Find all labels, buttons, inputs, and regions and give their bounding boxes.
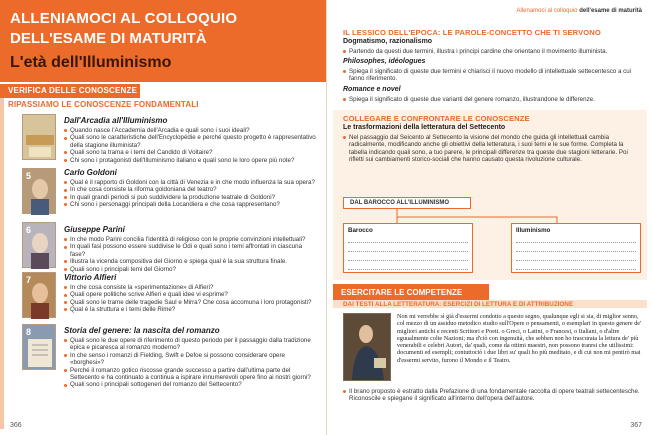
question-item: Qual è la struttura e i temi delle Rime? [64,306,316,313]
question-list [64,179,316,209]
alfieri-portrait-thumbnail [22,272,56,318]
term-2-text: Spiega il significato di queste due termini e chiarisci il nuovo modello di intellettuale settecentesco a cui fanno riferimento. [343,68,639,83]
exercise-note-list [343,388,643,403]
section-title: Dall'Arcadia all'Illuminismo [64,116,168,125]
side-rule [0,84,4,429]
running-head [516,8,642,14]
question-item: Quali sono le trame delle tragedie Saul e Mirra? Che cosa accomuna i loro protagonisti? [64,299,316,306]
flow-label: DAL BAROCCO ALL'ILLUMINISMO [343,197,471,209]
question-item: Chi sono i personaggi principali della Locandiera e che cosa rappresentano? [64,201,316,208]
term-3-text: Spiega il significato di queste due varianti del genere romanzo, illustrandone le differenze. [343,96,639,103]
barocco-label: Barocco [348,227,373,234]
question-item: Chi sono i protagonisti dell'Illuminismo italiano e quali sono le loro opere più note? [64,157,316,164]
question-item: Perché il romanzo gotico riscosse grande successo a partire dall'ultima parte del Settecento e ha continuato a continua a ispirare innumerevoli opere fino ai nostri giorni? [64,367,316,382]
page-number-right: 367 [630,422,642,429]
page-number-left: 366 [10,422,22,429]
section-title: Giuseppe Parini [64,225,125,234]
question-item: Qual è il rapporto di Goldoni con la città di Venezia e in che modo influenza la sua opera? [64,179,316,186]
section-title: Carlo Goldoni [64,168,117,177]
question-item: Quali opere politiche scrive Alfieri e quali idee vi esprime? [64,291,316,298]
collegare-heading: COLLEGARE E CONFRONTARE LE CONOSCENZE [343,114,530,123]
chapter-number: 5 [26,171,32,181]
title-line-1: ALLENIAMOCI AL COLLOQUIO [10,10,238,27]
answer-line [516,260,636,261]
goldoni-portrait-thumbnail [22,168,56,214]
novel-thumbnail [22,324,56,370]
question-item: In che senso i romanzi di Fielding, Swift e Defoe si possono considerare opere «borghesi»? [64,352,316,367]
painting-image [344,314,391,381]
section-title: Storia del genere: la nascita del romanzo [64,326,220,335]
illuminismo-label: Illuminismo [516,227,551,234]
subtitle: L'età dell'Illuminismo [10,54,172,71]
question-item: In quali grandi periodi si può suddividere la produzione teatrale di Goldoni? [64,194,316,201]
collegare-list [343,134,639,164]
term-1-text: Partendo da questi due termini, illustra i principi cardine che orientano il movimento illuminista. [343,48,639,55]
question-item: In che cosa consiste la riforma goldoniana del teatro? [64,186,316,193]
lessico-heading: IL LESSICO DELL'EPOCA: LE PAROLE-CONCETTO CHE TI SERVONO [343,28,601,37]
chapter-number: 7 [26,275,32,285]
exercise-title: DAI TESTI ALLA LETTERATURA: ESERCIZI DI LETTURA E DI ATTRIBUZIONE [343,301,574,308]
collegare-text: Nel passaggio dal Seicento al Settecento la visione del mondo che guida gli intellettuali cambia radicalmente, modificando anche gli obiettivi della letteratura, i suoi temi e le sue forme. Completa la tabella indicando quali sono, a tuo parere, le principali differenze tra queste due stagioni letterarie. Poi rifletti sui cambiamenti storico-sociali che hanno causato questa rivoluzione culturale. [343,134,639,164]
question-list [64,337,316,389]
right-page [326,0,652,435]
question-item: Quali sono la trama e i temi del Candido di Voltaire? [64,149,316,156]
section-title: Vittorio Alfieri [64,273,117,282]
question-item: Quali sono i principali sottogeneri del romanzo del Settecento? [64,381,316,388]
book-cover-thumbnail [22,114,56,160]
question-item: Illustra la vicenda compositiva del Giorno e spiega qual è la sua struttura finale. [64,258,316,265]
exercise-note: Il brano proposto è estratto dalla Prefazione di una fondamentale raccolta di opere teatrali settecentesche. Riconoscile e spiegane il significato all'interno dell'opera dell'autore. [343,388,643,403]
question-item: Quando nasce l'Accademia dell'Arcadia e quali sono i suoi ideali? [64,127,316,134]
section-alfieri [64,273,316,314]
answer-line [516,242,636,243]
answer-line [348,269,468,270]
chapter-number: 8 [26,327,32,337]
term-1: Dogmatismo, razionalismo [343,38,433,45]
ripassiamo-heading: RIPASSIAMO LE CONOSCENZE FONDAMENTALI [8,100,199,109]
parini-portrait-thumbnail [22,222,56,268]
barocco-column[interactable] [343,223,473,273]
answer-line [348,260,468,261]
esercitare-heading: ESERCITARE LE COMPETENZE [333,284,489,300]
question-item: Quali sono le caratteristiche dell'Encyclopédie e perché questo progetto è rappresentativo della stagione illuminista? [64,134,316,149]
book-cover-image [23,115,57,161]
answer-line [348,251,468,252]
answer-line [348,242,468,243]
title-line-2: DELL'ESAME DI MATURITÀ [10,30,207,47]
term-3-list [343,96,639,103]
question-list [64,284,316,314]
term-3: Romance e novel [343,86,401,93]
literary-passage: Non mi verrebbe sì già d'essermi condotto a questo segno, qualunque egli si sia, di miglior senno, col mezzo di un assiduo metodico studio sull'Opere o pensamenti, o esemplari in questo genere de' migliori antichi e recenti Scrittori e Poeti. o Greci, o Latini, o Francesi, o Italiani, o d'altre eguualmente colte Nazioni; ma d'ciò con ingenuità, che sebben non ho trascurata la lettura de' più venerabili e celebri Autori, da' quali, come da ottimi maestri, non possono tranrsi che utilissimi: documenti ed esempli; contuttociò i due libri su' quali ho più meditato, e di cui non mi pentirò mai d'essermi servito, furono il Mondo e il Teatro. [397,313,642,364]
illuminismo-column[interactable] [511,223,641,273]
term-1-list [343,48,639,55]
question-item: In che modo Parini concilia l'identità di religioso con le proprie convinzioni intellettuali? [64,236,316,243]
question-item: Quali sono i principali temi del Giorno? [64,266,316,273]
answer-line [516,269,636,270]
question-item: In che cosa consiste la «sperimentazione» di Alfieri? [64,284,316,291]
question-list [64,127,316,164]
section-parini [64,225,316,273]
term-2: Philosophes, idéologues [343,58,426,65]
collegare-subheading: Le trasformazioni della letteratura del Settecento [343,124,506,131]
question-item: Quali sono le due opere di riferimento di questo periodo per il passaggio dalla tradizione epica e picaresca al romanzo moderno? [64,337,316,352]
question-item: In quali fasi possono essere suddivise le Odi e quali sono i temi affrontati in ciascuna fase? [64,243,316,258]
question-list [64,236,316,273]
term-2-list [343,68,639,83]
portrait-painting [343,313,391,381]
section-goldoni [64,168,316,209]
running-head-a: Allenamoci al colloquio [516,8,578,14]
section-romanzo [64,326,316,389]
verifica-label: VERIFICA DELLE CONOSCENZE [0,84,140,98]
section-arcadia [64,116,316,164]
chapter-number: 6 [26,225,32,235]
title-banner [0,0,326,82]
answer-line [516,251,636,252]
running-head-b: dell'esame di maturità [579,8,642,14]
